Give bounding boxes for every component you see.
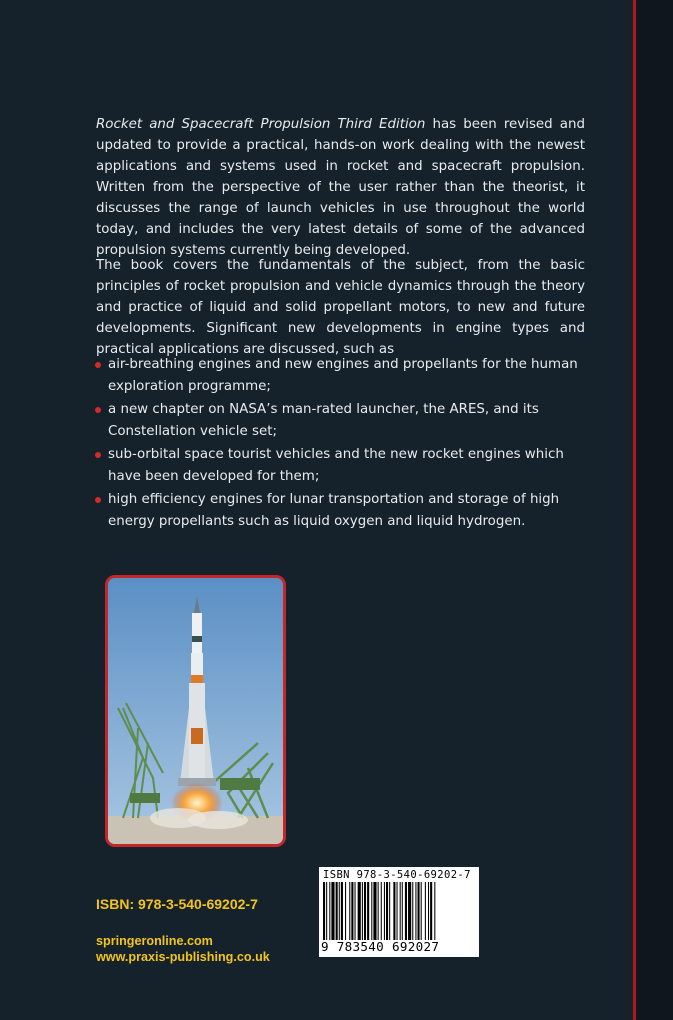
bullet-icon	[95, 497, 101, 503]
barcode-bar	[386, 882, 388, 940]
spine-edge	[636, 0, 673, 1020]
barcode-bar	[412, 882, 413, 940]
praxis-website-link[interactable]: www.praxis-publishing.co.uk	[96, 950, 270, 964]
bullet-icon	[95, 407, 101, 413]
barcode-bar	[331, 882, 334, 940]
barcode-bar	[430, 882, 432, 940]
list-item-text: sub-orbital space tourist vehicles and the new rocket engines which have been developed for them;	[108, 447, 564, 484]
feature-list	[95, 354, 595, 534]
barcode-bar	[402, 882, 403, 940]
list-item-text: a new chapter on NASA’s man-rated launcher, the ARES, and its Constellation vehicle set;	[108, 402, 539, 439]
barcode-bar	[358, 882, 361, 940]
list-item-text: air-breathing engines and new engines and propellants for the human exploration programme;	[108, 357, 578, 394]
barcode-bar	[367, 882, 369, 940]
list-item	[95, 489, 595, 532]
isbn-barcode	[319, 867, 479, 957]
barcode-bar	[418, 882, 420, 940]
barcode-bar	[373, 882, 376, 940]
book-title-italic: Rocket and Spacecraft Propulsion Third Edition	[96, 117, 426, 132]
bullet-icon	[95, 362, 101, 368]
rocket-launch-photo	[105, 575, 286, 847]
barcode-bar	[415, 882, 416, 940]
description-paragraph-1	[96, 114, 585, 261]
barcode-bar	[378, 882, 379, 940]
isbn-label: ISBN: 978-3-540-69202-7	[96, 896, 258, 912]
barcode-bar	[339, 882, 340, 940]
list-item	[95, 444, 595, 487]
barcode-bar	[428, 882, 429, 940]
barcode-bar	[351, 882, 353, 940]
barcode-bar	[434, 882, 435, 940]
barcode-bar	[349, 882, 350, 940]
barcode-bar	[421, 882, 422, 940]
barcode-digits: 9 783540 692027	[321, 939, 440, 954]
barcode-bar	[381, 882, 382, 940]
barcode-bar	[405, 882, 407, 940]
rocket-launch-illustration	[108, 578, 283, 844]
barcode-bar	[364, 882, 366, 940]
barcode-bar	[355, 882, 356, 940]
barcode-isbn-text: ISBN 978-3-540-69202-7	[323, 869, 471, 881]
barcode-bar	[371, 882, 372, 940]
barcode-bar	[326, 882, 327, 940]
barcode-bar	[341, 882, 343, 940]
barcode-bar	[384, 882, 385, 940]
barcode-bar	[389, 882, 390, 940]
barcode-bar	[336, 882, 338, 940]
barcode-bars	[323, 882, 475, 940]
barcode-bar	[397, 882, 398, 940]
barcode-bar	[329, 882, 330, 940]
barcode-bar	[400, 882, 401, 940]
barcode-bar	[345, 882, 346, 940]
list-item	[95, 399, 595, 442]
barcode-bar	[323, 882, 325, 940]
springer-website-link[interactable]: springeronline.com	[96, 934, 213, 948]
barcode-bar	[362, 882, 363, 940]
list-item	[95, 354, 595, 397]
barcode-bar	[408, 882, 411, 940]
description-paragraph-2: The book covers the fundamentals of the subject, from the basic principles of rocket propulsion and vehicle dynamics through the theory and practice of liquid and solid propellant motors, to new and future developments. Significant new developments in engine types and practical applications are discussed, such as	[96, 258, 585, 357]
description-paragraph-1-text: has been revised and updated to provide a practical, hands-on work dealing with the newest applications and systems used in rocket and spacecraft propulsion. Written from the perspective of the user rather than the theorist, it discusses the range of launch vehicles in use throughout the world today, and includes the very latest details of some of the advanced propulsion systems currently being developed.	[96, 117, 585, 258]
barcode-bar	[393, 882, 395, 940]
barcode-bar	[425, 882, 426, 940]
list-item-text: high efficiency engines for lunar transportation and storage of high energy propellants such as liquid oxygen and liquid hydrogen.	[108, 492, 560, 529]
bullet-icon	[95, 452, 101, 458]
